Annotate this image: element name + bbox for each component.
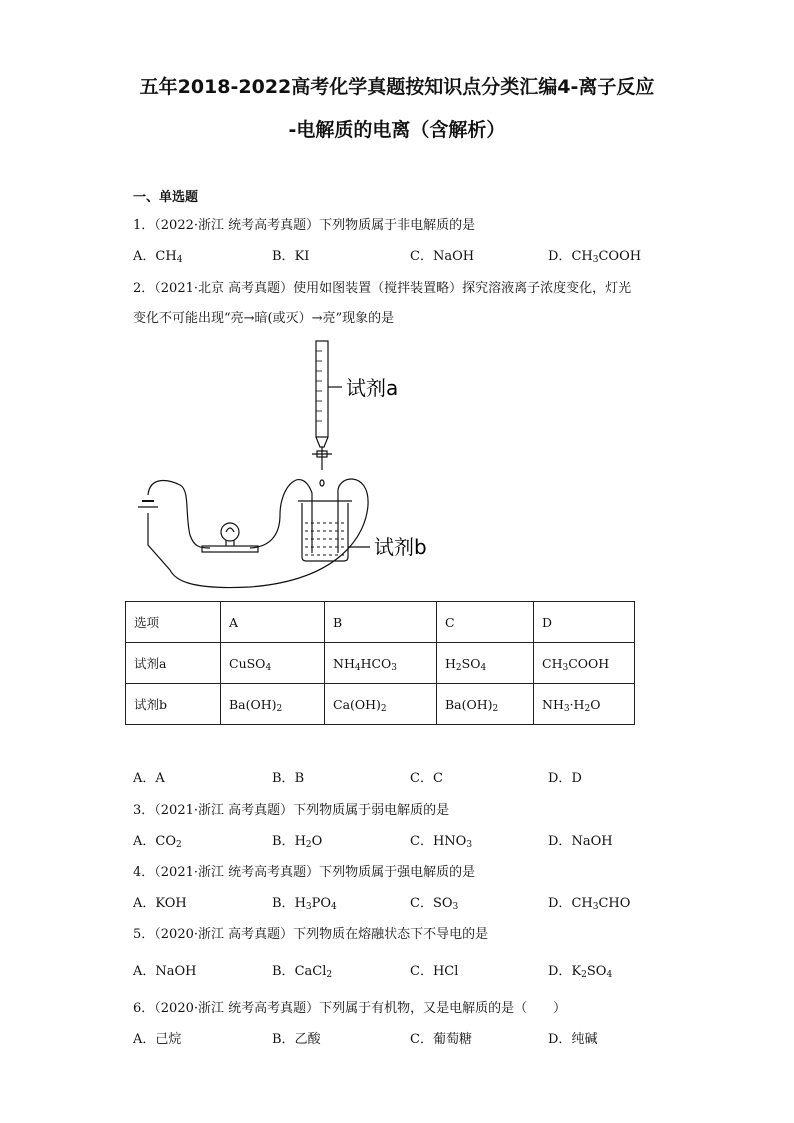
option-d[interactable] (548, 830, 613, 849)
option-c[interactable] (410, 1028, 472, 1047)
option-b[interactable] (272, 892, 337, 911)
option-c[interactable] (410, 245, 474, 264)
table-row (126, 684, 635, 725)
option-formula: CaCl$_2$ (294, 964, 333, 980)
option-formula: KI (294, 249, 310, 264)
reagent-table (125, 601, 635, 725)
option-label: B． (272, 896, 295, 911)
table-cell: 试剂a (126, 643, 221, 684)
question-1-stem: 1．（2022·浙江 统考高考真题）下列物质属于非电解质的是 (133, 218, 476, 233)
option-label: A． (133, 249, 156, 264)
option-formula: NaOH (571, 834, 613, 849)
option-label: D． (548, 834, 572, 849)
option-formula: A (155, 771, 165, 786)
option-d[interactable] (548, 960, 612, 979)
option-label: C． (410, 771, 433, 786)
question-4-stem: 4．（2021·浙江 统考高考真题）下列物质属于强电解质的是 (133, 865, 476, 880)
option-a[interactable] (133, 960, 197, 979)
option-formula: 己烷 (155, 1032, 182, 1047)
table-cell: CuSO$_4$ (221, 643, 325, 684)
option-formula: 纯碱 (571, 1032, 598, 1047)
question-1-options (133, 245, 693, 263)
table-row (126, 602, 635, 643)
option-formula: NaOH (432, 249, 475, 264)
option-d[interactable] (548, 1028, 597, 1047)
burette-taper (316, 437, 328, 447)
option-formula: C (432, 771, 443, 786)
option-formula: 葡萄糖 (432, 1032, 472, 1047)
option-formula: B (294, 771, 305, 786)
table-cell: 试剂b (126, 684, 221, 725)
option-b[interactable] (272, 1028, 321, 1047)
table-cell: D (534, 602, 635, 643)
option-label: D． (548, 896, 572, 911)
table-cell: $H_2SO_4$ (437, 643, 534, 684)
option-a[interactable] (133, 830, 182, 849)
reagent-b-label: 试剂b (374, 535, 427, 559)
wire-beaker-to-lamp (250, 480, 312, 548)
table-cell: $NH_3\cdot H_2O$ (534, 684, 635, 725)
option-formula: $SO_3$ (432, 896, 459, 912)
option-label: B． (272, 249, 295, 264)
table-cell: 选项 (126, 602, 221, 643)
option-b[interactable] (272, 960, 332, 979)
option-label: C． (410, 249, 433, 264)
lamp-bulb (221, 523, 239, 541)
document-title-line-2: -电解质的电离（含解析） (288, 119, 506, 141)
table-cell: $NH_4HCO_3$ (325, 643, 437, 684)
lamp-base (202, 546, 258, 552)
option-formula: $CH_3CHO$ (571, 896, 631, 912)
option-c[interactable] (410, 830, 472, 849)
question-5-options (133, 960, 693, 978)
question-2-options (133, 767, 693, 785)
option-formula: NaOH (155, 964, 197, 979)
option-a[interactable] (133, 1028, 181, 1047)
option-label: B． (272, 771, 295, 786)
option-b[interactable] (272, 830, 322, 849)
reagent-a-label: 试剂a (346, 376, 399, 400)
option-label: A． (133, 1032, 156, 1047)
droplet (320, 480, 324, 486)
option-label: D． (548, 1032, 572, 1047)
option-label: B． (272, 834, 295, 849)
conductivity-apparatus-figure (130, 335, 470, 595)
option-formula: $H_3PO_4$ (294, 896, 337, 912)
option-formula: $HNO_3$ (432, 834, 473, 850)
option-label: D． (548, 964, 572, 979)
document-title-line-1: 五年2018-2022高考化学真题按知识点分类汇编4-离子反应 (139, 76, 655, 98)
option-formula: $CH_4$ (155, 249, 183, 265)
question-5-stem: 5．（2020·浙江 高考真题）下列物质在熔融状态下不导电的是 (133, 927, 489, 942)
wire-outer (148, 479, 368, 588)
option-label: C． (410, 834, 433, 849)
question-2-stem-line-1: 2．（2021·北京 高考真题）使用如图装置（搅拌装置略）探究溶液离子浓度变化，灯光 (133, 281, 632, 296)
beaker (302, 503, 348, 561)
question-4-options (133, 892, 693, 910)
option-formula: KOH (155, 896, 187, 911)
lamp-filament (226, 528, 234, 532)
wire-battery-to-lamp (148, 481, 210, 548)
section-heading: 一、单选题 (133, 190, 199, 205)
option-label: C． (410, 964, 433, 979)
option-formula: D (571, 771, 582, 786)
table-cell: B (325, 602, 437, 643)
option-b[interactable] (272, 767, 304, 786)
option-label: A． (133, 896, 156, 911)
option-c[interactable] (410, 960, 458, 979)
question-6-stem: 6．（2020·浙江 统考高考真题）下列属于有机物，又是电解质的是（ ） (133, 1001, 567, 1016)
option-b[interactable] (272, 245, 309, 264)
table-cell: $CH_3COOH$ (534, 643, 635, 684)
table-cell: A (221, 602, 325, 643)
option-label: D． (548, 249, 572, 264)
option-label: C． (410, 1032, 433, 1047)
table-cell: $Ba(OH)_2$ (437, 684, 534, 725)
option-a[interactable] (133, 245, 182, 264)
option-d[interactable] (548, 892, 630, 911)
option-label: C． (410, 896, 433, 911)
option-formula: $H_2O$ (294, 834, 323, 850)
table-cell: C (437, 602, 534, 643)
solution-level (305, 523, 345, 555)
option-label: D． (548, 771, 572, 786)
table-row (126, 643, 635, 684)
question-3-options (133, 830, 693, 848)
table-cell: $Ca(OH)_2$ (325, 684, 437, 725)
option-c[interactable] (410, 767, 443, 786)
option-d[interactable] (548, 245, 641, 264)
burette-body (316, 341, 328, 437)
option-formula: 乙酸 (294, 1032, 321, 1047)
question-3-stem: 3．（2021·浙江 高考真题）下列物质属于弱电解质的是 (133, 803, 450, 818)
option-label: A． (133, 771, 156, 786)
question-2-stem-line-2: 变化不可能出现“亮→暗(或灭）→亮”现象的是 (133, 311, 395, 326)
option-formula: $CO_2$ (155, 834, 182, 850)
option-a[interactable] (133, 892, 187, 911)
option-formula: HCl (432, 964, 459, 979)
option-formula: $CH_3COOH$ (571, 249, 642, 265)
table-cell: $Ba(OH)_2$ (221, 684, 325, 725)
option-d[interactable] (548, 767, 582, 786)
option-a[interactable] (133, 767, 165, 786)
burette-graduations (316, 351, 322, 421)
option-label: B． (272, 1032, 295, 1047)
question-6-options (133, 1028, 693, 1046)
option-label: A． (133, 834, 156, 849)
option-formula: $K_2SO_4$ (571, 964, 613, 980)
option-label: A． (133, 964, 156, 979)
option-c[interactable] (410, 892, 458, 911)
option-label: B． (272, 964, 295, 979)
